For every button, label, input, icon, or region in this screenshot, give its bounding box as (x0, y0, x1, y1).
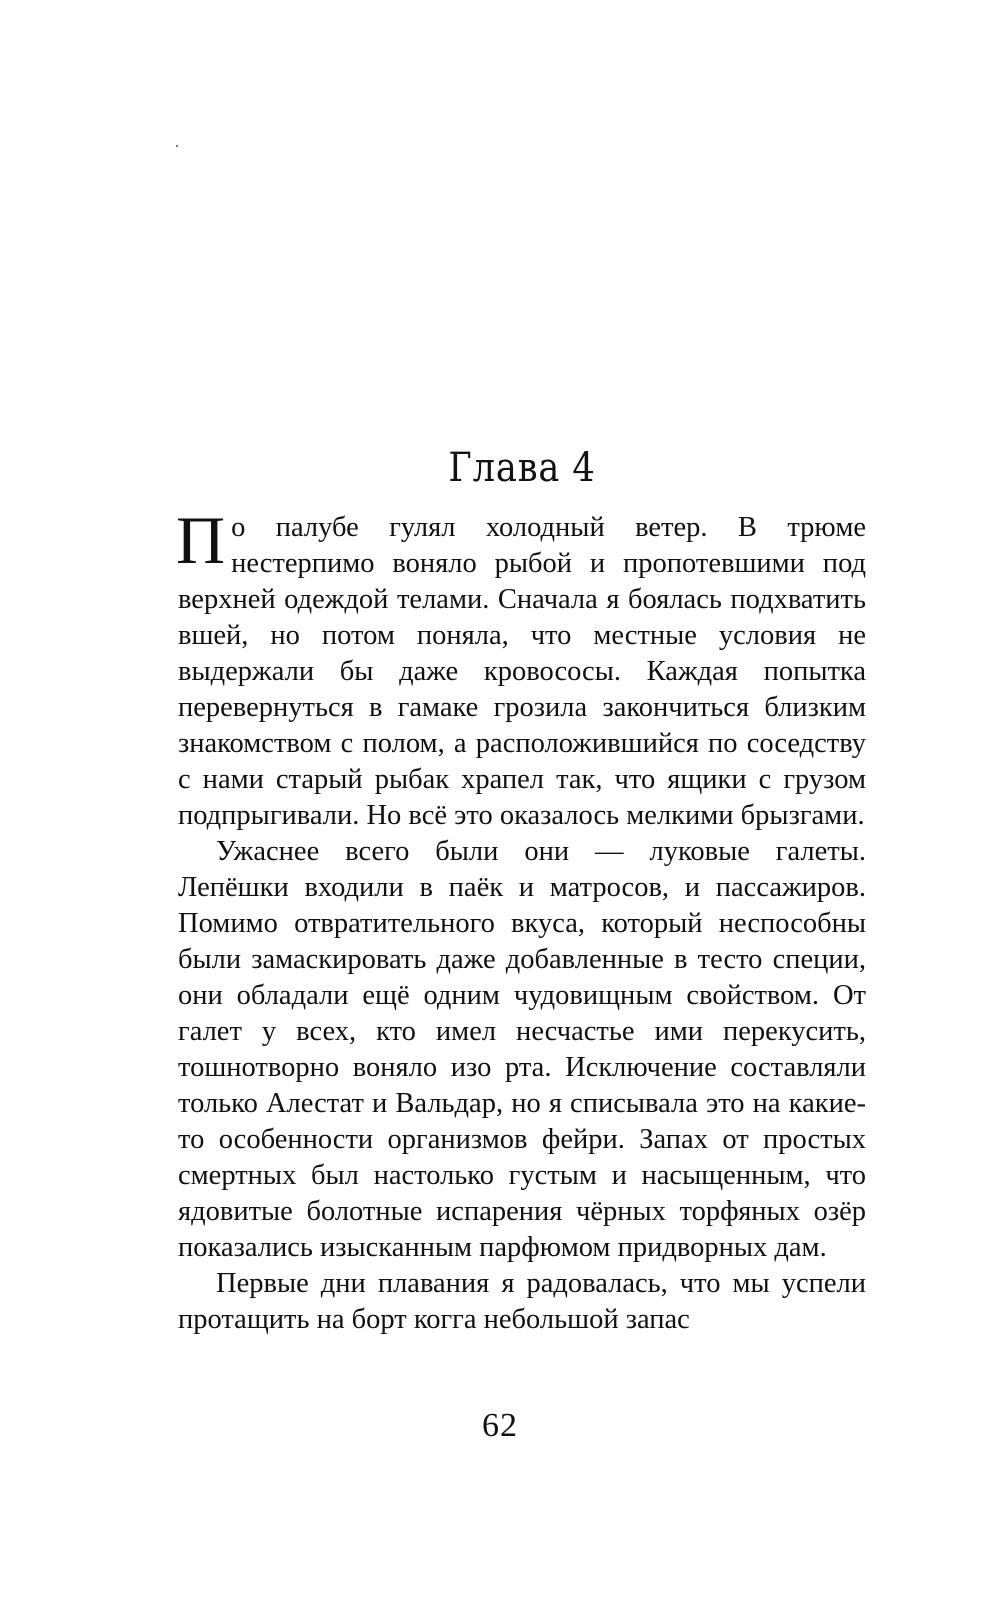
paragraph-1-text: о палубе гулял холодный ветер. В трюме нестерпимо воняло рыбой и пропотевшими под верхней одеждой телами. Сначала я боялась подхватить вшей, но потом поняла, что местные условия не выдержали бы даже кровососы. Каждая попытка перевернуться в гамаке грозила закончиться близким знакомством с полом, а расположившийся по соседству с нами старый рыбак храпел так, что ящики с грузом подпрыгивали. Но всё это оказалось мелкими брызгами. (178, 512, 866, 831)
page-number: 62 (482, 1407, 518, 1444)
paragraph-3: Первые дни плавания я радовалась, что мы успели протащить на борт когга небольшой запас (178, 1268, 866, 1335)
chapter-title: Глава 4 (448, 445, 596, 491)
print-speck (176, 145, 178, 147)
page-content (178, 438, 866, 1338)
paragraph-2: Ужаснее всего были они — луковые галеты. Лепёшки входили в паёк и матросов, и пассажиров. Помимо отвратительного вкуса, который неспособны были замаскировать даже добавленные в тесто специи, они обладали ещё одним чудовищным свойством. От галет у всех, кто имел несчастье ими перекусить, тошнотворно воняло изо рта. Исключение составляли только Алестат и Вальдар, но я списывала это на какие-то особенности организмов фейри. Запах от простых смертных был настолько густым и насыщенным, что ядовитые болотные испарения чёрных торфяных озёр показались изысканным парфюмом придворных дам. (178, 836, 866, 1263)
drop-cap: П (176, 502, 226, 578)
paragraph-1 (176, 502, 866, 834)
